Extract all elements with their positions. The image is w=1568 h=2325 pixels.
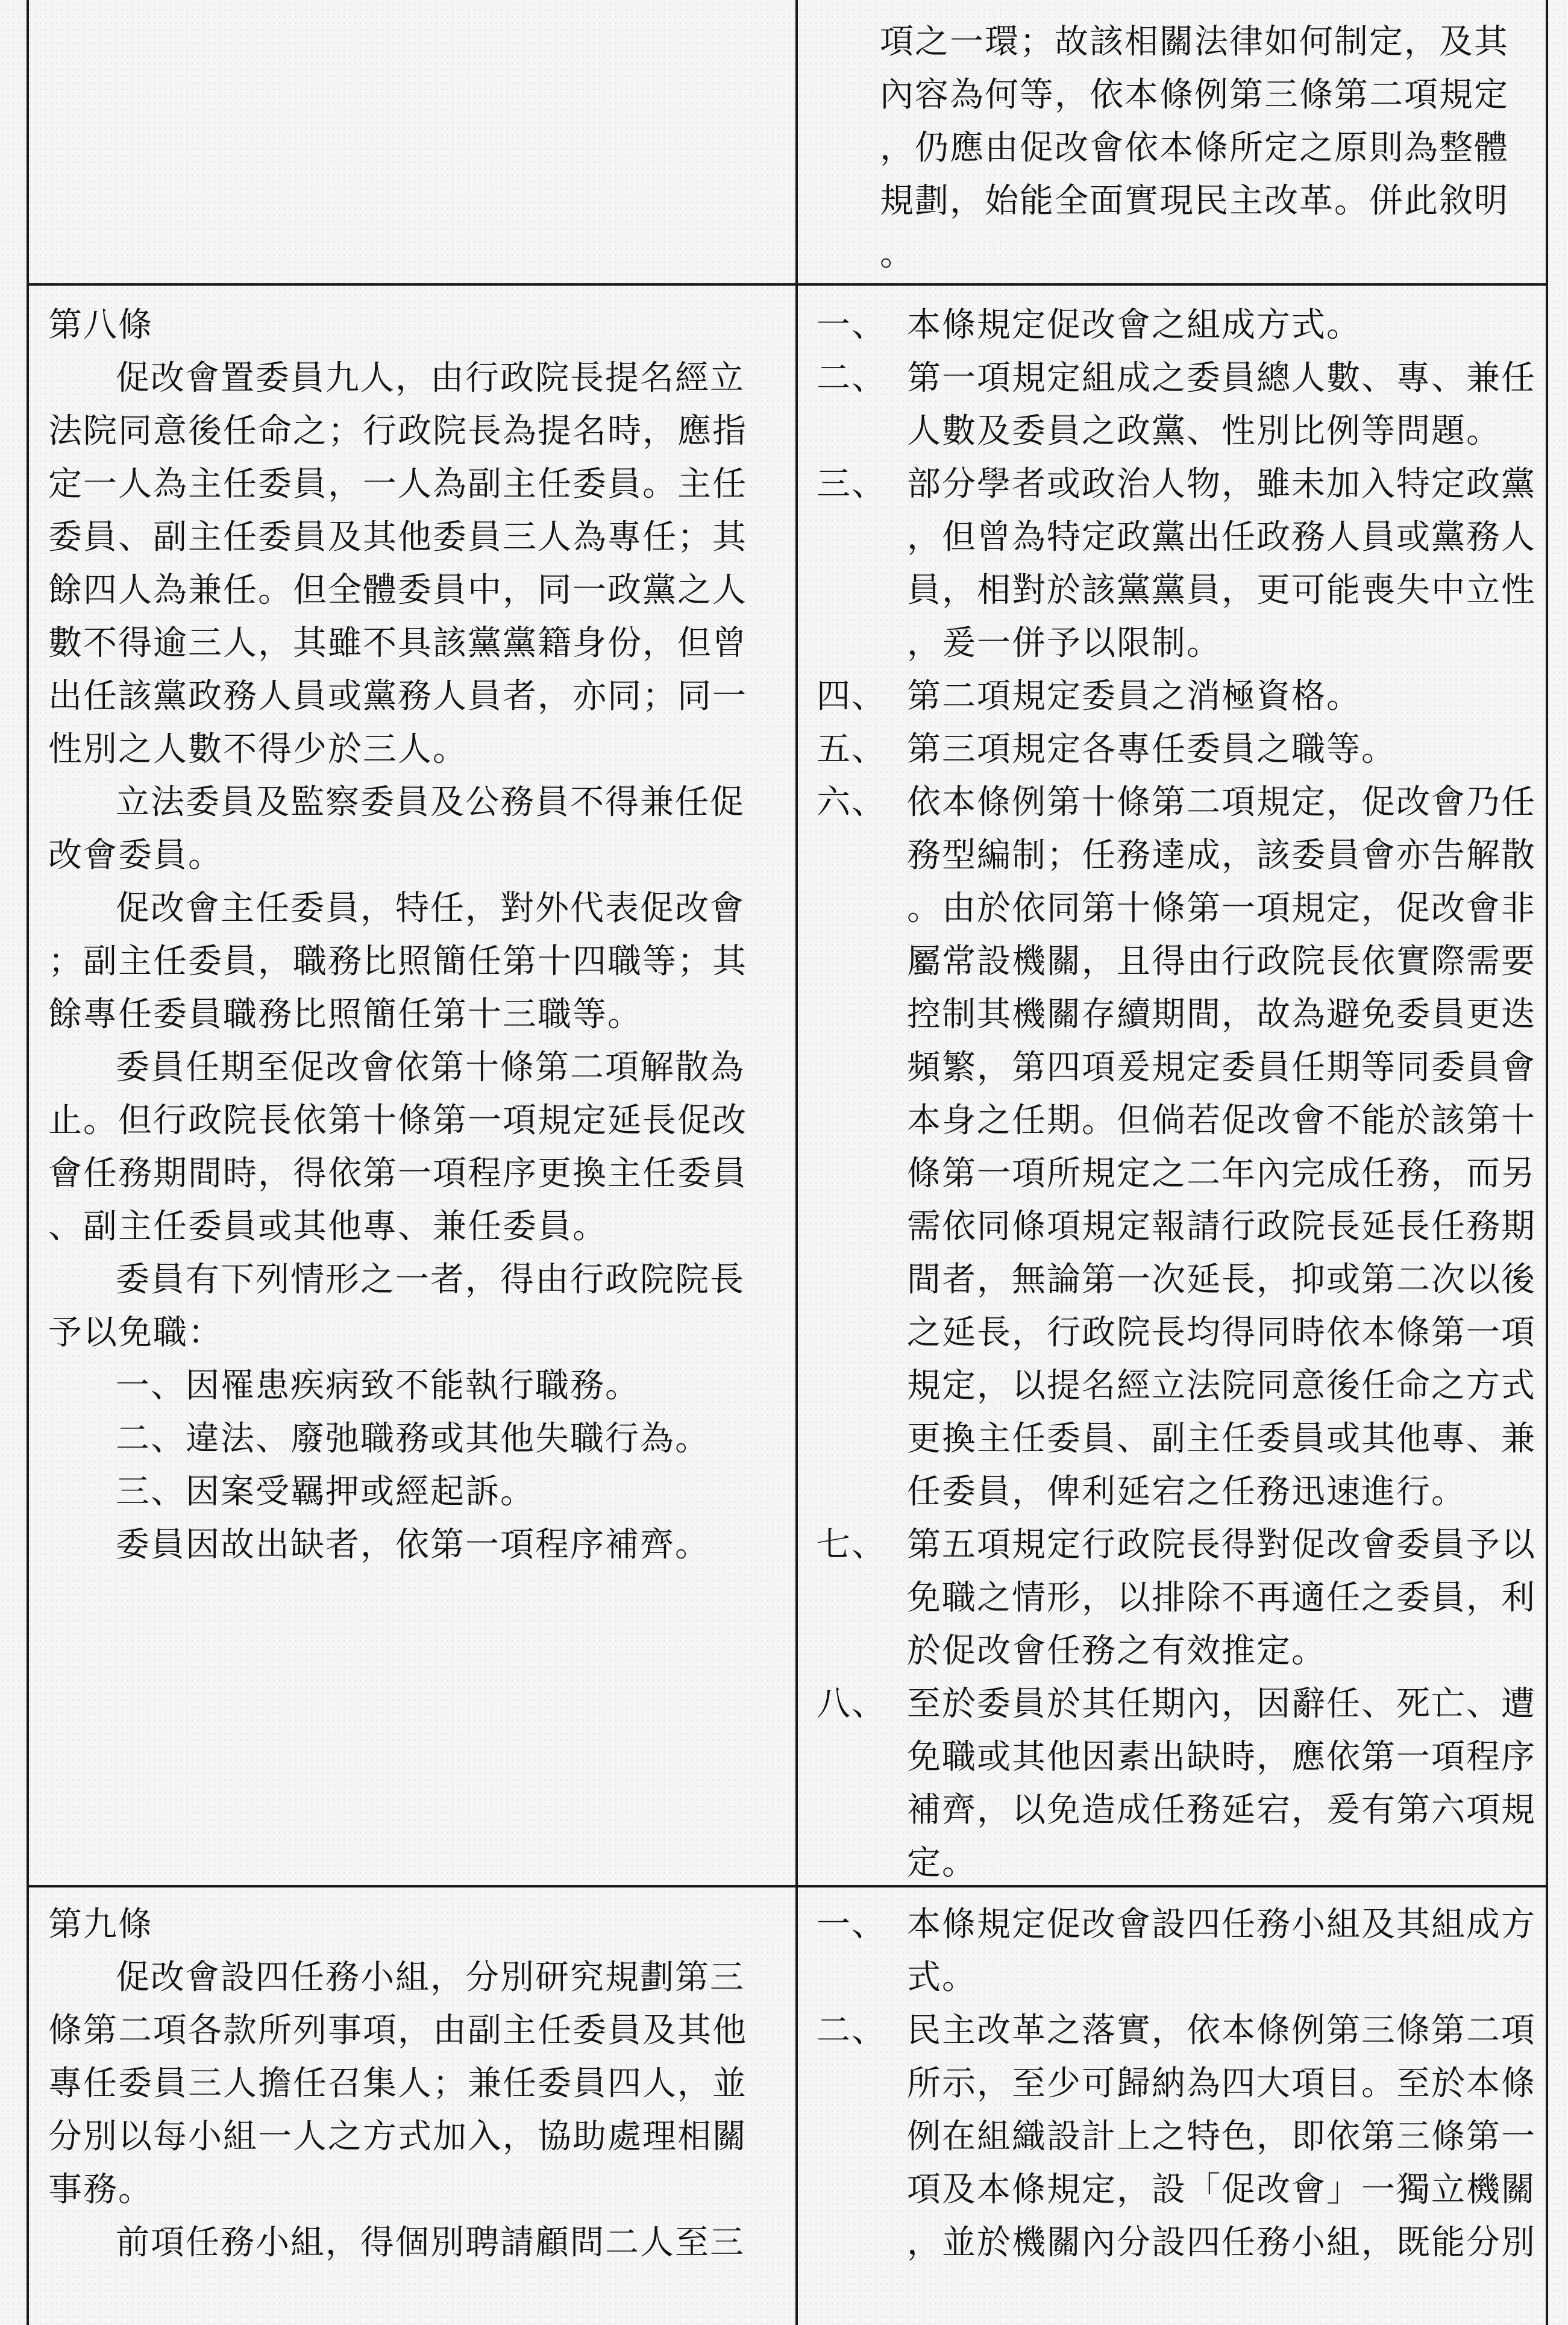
text-line: 民主改革之落實，依本條例第三條第二項 xyxy=(907,2011,1536,2050)
text-line: 式。 xyxy=(907,1958,977,1997)
text-line: 需依同條項規定報請行政院長延長任務期 xyxy=(907,1207,1536,1246)
text-line: 依本條例第十條第二項規定，促改會乃任 xyxy=(907,783,1536,822)
paragraph xyxy=(48,1253,786,1360)
text-line: 於促改會任務之有效推定。 xyxy=(907,1631,1326,1671)
item-number: 一、 xyxy=(817,306,886,345)
text-line: 所示，至少可歸納為四大項目。至於本條 xyxy=(907,2064,1536,2103)
text-line: ，仍應由促改會依本條所定之原則為整體 xyxy=(880,128,1509,168)
text-line: 數不得逾三人，其雖不具該黨黨籍身份，但曾 xyxy=(48,624,747,663)
article-8-provision xyxy=(48,299,786,1572)
text-line: 任委員，俾利延宕之任務迅速進行。 xyxy=(907,1472,1466,1511)
text-line: 委員、副主任委員及其他委員三人為專任；其 xyxy=(48,518,747,557)
text-line: ，但曾為特定政黨出任政務人員或黨務人 xyxy=(907,518,1536,557)
item-number: 八、 xyxy=(817,1684,886,1724)
text-line: 委員有下列情形之一者，得由行政院院長 xyxy=(116,1260,745,1299)
text-line: ，並於機關內分設四任務小組，既能分別 xyxy=(907,2223,1536,2262)
text-line: 。由於依同第十條第一項規定，促改會非 xyxy=(907,889,1536,928)
explanation-item xyxy=(817,2004,1537,2270)
text-line: ；副主任委員，職務比照簡任第十四職等；其 xyxy=(48,942,747,981)
text-line: 立法委員及監察委員及公務員不得兼任促 xyxy=(116,783,745,822)
explanation-item xyxy=(817,670,1537,723)
article-8-explanation xyxy=(817,299,1537,1890)
item-number: 五、 xyxy=(817,730,886,769)
text-line: 規定，以提名經立法院同意後任命之方式 xyxy=(907,1366,1536,1405)
text-line: 規劃，始能全面實現民主改革。併此敘明 xyxy=(880,181,1509,221)
text-line: 委員任期至促改會依第十條第二項解散為 xyxy=(116,1048,745,1087)
text-line: 頻繁，第四項爰規定委員任期等同委員會 xyxy=(907,1048,1536,1087)
explanation-item xyxy=(817,1898,1537,2004)
text-line: 部分學者或政治人物，雖未加入特定政黨 xyxy=(907,465,1536,504)
paragraph xyxy=(48,882,786,1041)
item-number: 二、 xyxy=(817,359,886,398)
article-9-provision xyxy=(48,1898,786,2270)
text-line: 間者，無論第一次延長，抑或第二次以後 xyxy=(907,1260,1536,1299)
text-line: 屬常設機關，且得由行政院長依實際需要 xyxy=(907,942,1536,981)
list-item: 一、因罹患疾病致不能執行職務。 xyxy=(116,1366,640,1405)
text-line: 性別之人數不得少於三人。 xyxy=(48,730,468,769)
explanation-item xyxy=(817,458,1537,670)
text-line: 專任委員三人擔任召集人；兼任委員四人，並 xyxy=(48,2064,747,2103)
text-line: 會任務期間時，得依第一項程序更換主任委員 xyxy=(48,1154,747,1193)
text-line: 餘四人為兼任。但全體委員中，同一政黨之人 xyxy=(48,571,747,610)
text-line: 改會委員。 xyxy=(48,836,223,875)
paragraph xyxy=(48,1951,786,2217)
text-line: 務型編制；任務達成，該委員會亦告解散 xyxy=(907,836,1536,875)
text-line: 定一人為主任委員，一人為副主任委員。主任 xyxy=(48,465,747,504)
text-line: 法院同意後任命之；行政院長為提名時，應指 xyxy=(48,412,747,451)
text-line: 人數及委員之政黨、性別比例等問題。 xyxy=(907,412,1501,451)
text-line: 前項任務小組，得個別聘請顧問二人至三 xyxy=(116,2223,745,2262)
text-line: 、副主任委員或其他專、兼任委員。 xyxy=(48,1207,607,1246)
text-line: 第三項規定各專任委員之職等。 xyxy=(907,730,1396,769)
text-line: 員，相對於該黨黨員，更可能喪失中立性 xyxy=(907,571,1536,610)
explanation-item xyxy=(817,776,1537,1519)
text-line: 促改會設四任務小組，分別研究規劃第三 xyxy=(116,1958,745,1997)
text-line: 項及本條規定，設「促改會」一獨立機關 xyxy=(907,2170,1536,2209)
article-title: 第八條 xyxy=(48,306,153,345)
text-line: 第二項規定委員之消極資格。 xyxy=(907,677,1361,716)
text-line: 免職或其他因素出缺時，應依第一項程序 xyxy=(907,1737,1536,1777)
item-number: 二、 xyxy=(817,2011,886,2050)
text-line: 止。但行政院長依第十條第一項規定延長促改 xyxy=(48,1101,747,1140)
item-number: 一、 xyxy=(817,1905,886,1944)
text-line: 促改會置委員九人，由行政院長提名經立 xyxy=(116,359,745,398)
item-number: 三、 xyxy=(817,465,886,504)
list-item: 三、因案受羈押或經起訴。 xyxy=(116,1472,535,1511)
text-line: 免職之情形，以排除不再適任之委員，利 xyxy=(907,1578,1536,1617)
text-line: 事務。 xyxy=(48,2170,153,2209)
paragraph xyxy=(48,352,786,776)
explanation-item xyxy=(817,1519,1537,1678)
article-title: 第九條 xyxy=(48,1905,153,1944)
text-line: 本條規定促改會設四任務小組及其組成方 xyxy=(907,1905,1536,1944)
text-line: 例在組織設計上之特色，即依第三條第一 xyxy=(907,2117,1536,2156)
text-line: 促改會主任委員，特任，對外代表促改會 xyxy=(116,889,745,928)
text-line: 餘專任委員職務比照簡任第十三職等。 xyxy=(48,995,642,1034)
text-line: 本條規定促改會之組成方式。 xyxy=(907,306,1361,345)
text-line: 條第一項所規定之二年內完成任務，而另 xyxy=(907,1154,1536,1193)
text-line: 內容為何等，依本條例第三條第二項規定 xyxy=(880,75,1509,115)
paragraph xyxy=(48,2217,786,2270)
explanation-item xyxy=(817,352,1537,458)
explanation-item xyxy=(817,723,1537,776)
text-line: ，爰一併予以限制。 xyxy=(907,624,1221,663)
text-line: 分別以每小組一人之方式加入，協助處理相關 xyxy=(48,2117,747,2156)
text-line: 委員因故出缺者，依第一項程序補齊。 xyxy=(116,1525,710,1564)
text-line: 第一項規定組成之委員總人數、專、兼任 xyxy=(907,359,1536,398)
item-number: 六、 xyxy=(817,783,886,822)
item-number: 四、 xyxy=(817,677,886,716)
table-left-border xyxy=(27,0,29,2325)
table-right-border xyxy=(1546,0,1548,2325)
text-line: 補齊，以免造成任務延宕，爰有第六項規 xyxy=(907,1790,1536,1830)
text-line: 更換主任委員、副主任委員或其他專、兼 xyxy=(907,1419,1536,1458)
table-column-divider xyxy=(795,0,798,2325)
paragraph xyxy=(48,776,786,882)
explanation-item xyxy=(817,1678,1537,1890)
text-line: 本身之任期。但倘若促改會不能於該第十 xyxy=(907,1101,1536,1140)
text-line: 予以免職： xyxy=(48,1313,223,1352)
top-right-explanation xyxy=(880,16,1537,281)
explanation-item xyxy=(817,299,1537,352)
text-line: 項之一環；故該相關法律如何制定，及其 xyxy=(880,22,1509,61)
paragraph xyxy=(48,1041,786,1253)
text-line: 出任該黨政務人員或黨務人員者，亦同；同一 xyxy=(48,677,747,716)
text-line: 之延長，行政院長均得同時依本條第一項 xyxy=(907,1313,1536,1352)
text-line: 。 xyxy=(880,234,915,274)
text-line: 條第二項各款所列事項，由副主任委員及其他 xyxy=(48,2011,747,2050)
text-line: 至於委員於其任期內，因辭任、死亡、遭 xyxy=(907,1684,1536,1724)
text-line: 定。 xyxy=(907,1843,977,1883)
row-divider-article-8 xyxy=(27,283,1548,286)
item-number: 七、 xyxy=(817,1525,886,1564)
article-9-explanation xyxy=(817,1898,1537,2270)
text-line: 控制其機關存續期間，故為避免委員更迭 xyxy=(907,995,1536,1034)
list-item: 二、違法、廢弛職務或其他失職行為。 xyxy=(116,1419,710,1458)
text-line: 第五項規定行政院長得對促改會委員予以 xyxy=(907,1525,1536,1564)
